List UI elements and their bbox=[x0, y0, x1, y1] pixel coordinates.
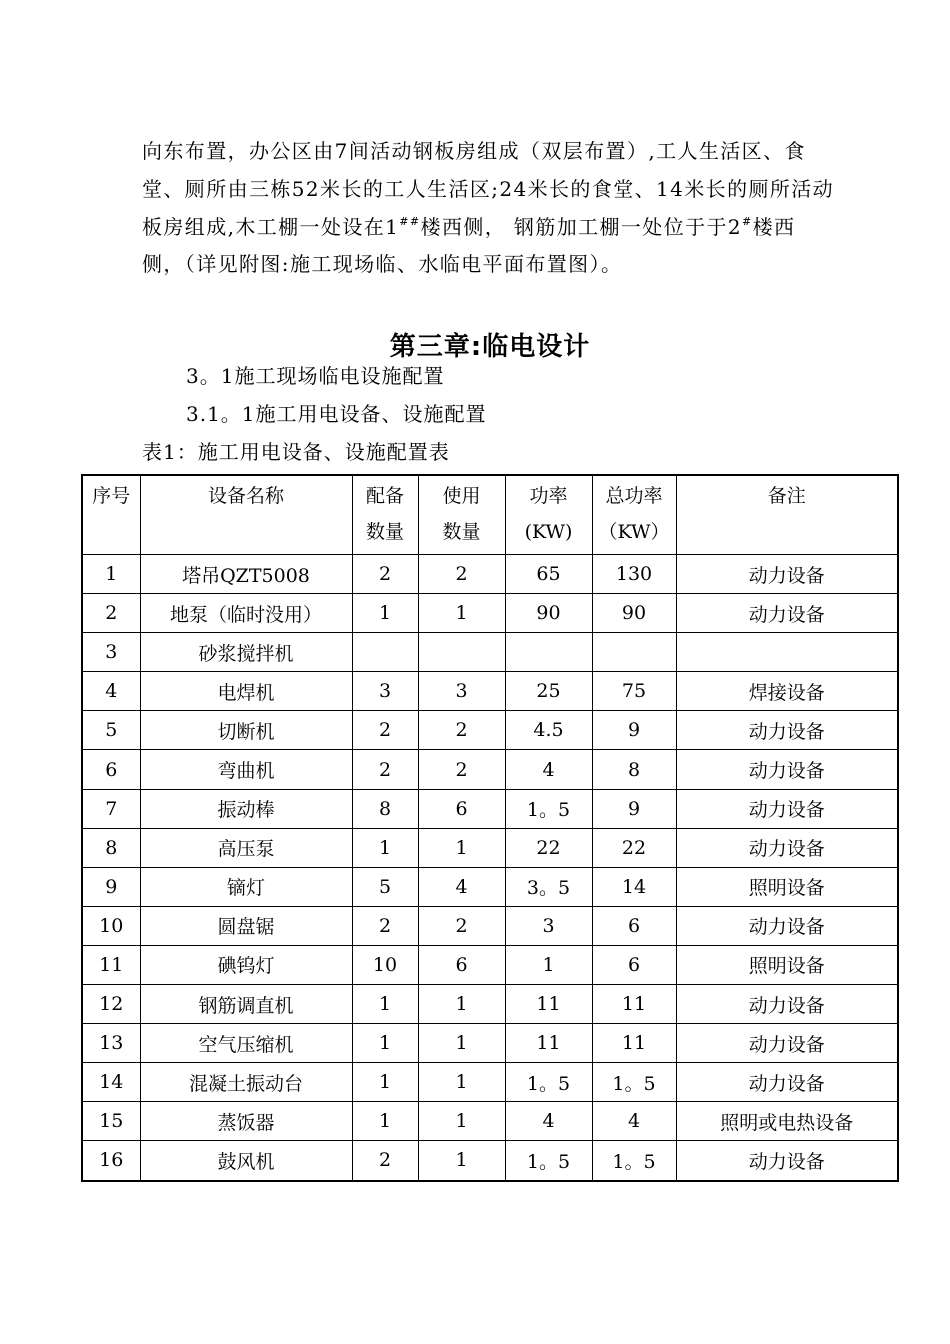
cell-name: 切断机 bbox=[140, 711, 352, 750]
cell-total-power: 4 bbox=[592, 1102, 676, 1141]
cell-name: 振动棒 bbox=[140, 789, 352, 828]
cell-name: 镝灯 bbox=[140, 867, 352, 906]
table-row bbox=[82, 906, 898, 945]
cell-config-qty: 2 bbox=[352, 555, 418, 594]
cell-total-power: 6 bbox=[592, 945, 676, 984]
cell-remark: 动力设备 bbox=[676, 594, 898, 633]
cell-name: 圆盘锯 bbox=[140, 906, 352, 945]
header-use-qty-line2: 数量 bbox=[442, 521, 481, 543]
cell-power: 3 bbox=[505, 906, 592, 945]
cell-remark: 动力设备 bbox=[676, 1141, 898, 1181]
cell-config-qty: 1 bbox=[352, 594, 418, 633]
cell-use-qty: 3 bbox=[418, 672, 505, 711]
cell-remark: 动力设备 bbox=[676, 789, 898, 828]
cell-index: 4 bbox=[82, 672, 140, 711]
cell-total-power: 75 bbox=[592, 672, 676, 711]
intro-text-3: 楼西侧，（详见附图:施工现场临、水临电平面布置图）。 bbox=[142, 214, 796, 277]
cell-index: 16 bbox=[82, 1141, 140, 1181]
cell-remark: 焊接设备 bbox=[676, 672, 898, 711]
cell-config-qty: 2 bbox=[352, 750, 418, 789]
cell-power: 22 bbox=[505, 828, 592, 867]
cell-name: 鼓风机 bbox=[140, 1141, 352, 1181]
table-row bbox=[82, 1102, 898, 1141]
intro-sup-2: # bbox=[409, 214, 421, 228]
cell-config-qty: 10 bbox=[352, 945, 418, 984]
table-row bbox=[82, 594, 898, 633]
cell-name: 高压泵 bbox=[140, 828, 352, 867]
cell-power: 1 bbox=[505, 945, 592, 984]
section-heading-3-1: 3。1施工现场临电设施配置 bbox=[186, 364, 445, 388]
table-row bbox=[82, 1024, 898, 1063]
header-use-qty-line1: 使用 bbox=[442, 485, 481, 507]
section-heading-3-1-1: 3.1。1施工用电设备、设施配置 bbox=[186, 402, 487, 426]
cell-use-qty: 6 bbox=[418, 789, 505, 828]
cell-name: 钢筋调直机 bbox=[140, 985, 352, 1024]
header-power bbox=[505, 475, 592, 555]
cell-config-qty: 8 bbox=[352, 789, 418, 828]
cell-remark: 动力设备 bbox=[676, 555, 898, 594]
cell-total-power: 14 bbox=[592, 867, 676, 906]
cell-name: 地泵（临时没用） bbox=[140, 594, 352, 633]
cell-remark: 动力设备 bbox=[676, 1063, 898, 1102]
cell-power: 25 bbox=[505, 672, 592, 711]
cell-name: 碘钨灯 bbox=[140, 945, 352, 984]
cell-config-qty: 1 bbox=[352, 828, 418, 867]
cell-total-power: 11 bbox=[592, 1024, 676, 1063]
table-row bbox=[82, 867, 898, 906]
table-caption: 表1：施工用电设备、设施配置表 bbox=[142, 440, 450, 464]
cell-remark: 动力设备 bbox=[676, 750, 898, 789]
cell-power: 4 bbox=[505, 750, 592, 789]
cell-use-qty: 1 bbox=[418, 1024, 505, 1063]
table-row bbox=[82, 985, 898, 1024]
cell-index: 11 bbox=[82, 945, 140, 984]
cell-config-qty: 1 bbox=[352, 1102, 418, 1141]
intro-text-1: 向东布置，办公区由7间活动钢板房组成（双层布置）,工人生活区、食堂、厕所由三栋52米长的工人生活区;24米长的食堂、14米长的厕所活动板房组成,木工棚一处设在1 bbox=[142, 139, 835, 239]
header-index: 序号 bbox=[82, 475, 140, 555]
header-power-line1: 功率 bbox=[529, 485, 568, 507]
cell-total-power: 6 bbox=[592, 906, 676, 945]
cell-config-qty: 2 bbox=[352, 906, 418, 945]
cell-use-qty: 2 bbox=[418, 750, 505, 789]
cell-use-qty: 2 bbox=[418, 906, 505, 945]
cell-power: 65 bbox=[505, 555, 592, 594]
cell-power: 3。5 bbox=[505, 867, 592, 906]
cell-use-qty: 1 bbox=[418, 1063, 505, 1102]
cell-index: 7 bbox=[82, 789, 140, 828]
table-row bbox=[82, 672, 898, 711]
cell-use-qty: 6 bbox=[418, 945, 505, 984]
cell-index: 3 bbox=[82, 633, 140, 672]
cell-remark: 动力设备 bbox=[676, 985, 898, 1024]
cell-index: 2 bbox=[82, 594, 140, 633]
cell-remark: 动力设备 bbox=[676, 906, 898, 945]
cell-use-qty: 1 bbox=[418, 1102, 505, 1141]
intro-sup-1: # bbox=[399, 214, 410, 228]
cell-power bbox=[505, 633, 592, 672]
cell-config-qty bbox=[352, 633, 418, 672]
table-row bbox=[82, 828, 898, 867]
cell-remark: 照明设备 bbox=[676, 867, 898, 906]
cell-use-qty: 2 bbox=[418, 711, 505, 750]
cell-config-qty: 2 bbox=[352, 711, 418, 750]
cell-use-qty: 2 bbox=[418, 555, 505, 594]
header-remark: 备注 bbox=[676, 475, 898, 555]
cell-remark: 动力设备 bbox=[676, 711, 898, 750]
cell-index: 12 bbox=[82, 985, 140, 1024]
cell-config-qty: 1 bbox=[352, 1063, 418, 1102]
cell-name: 空气压缩机 bbox=[140, 1024, 352, 1063]
header-power-line2: (KW) bbox=[524, 521, 573, 543]
cell-total-power: 1。5 bbox=[592, 1063, 676, 1102]
cell-total-power: 9 bbox=[592, 711, 676, 750]
cell-remark: 照明或电热设备 bbox=[676, 1102, 898, 1141]
header-config-qty bbox=[352, 475, 418, 555]
table-row bbox=[82, 750, 898, 789]
cell-index: 14 bbox=[82, 1063, 140, 1102]
cell-remark: 照明设备 bbox=[676, 945, 898, 984]
cell-remark: 动力设备 bbox=[676, 1024, 898, 1063]
cell-power: 4.5 bbox=[505, 711, 592, 750]
cell-name: 弯曲机 bbox=[140, 750, 352, 789]
cell-power: 1。5 bbox=[505, 789, 592, 828]
cell-index: 8 bbox=[82, 828, 140, 867]
equipment-table bbox=[81, 474, 899, 1182]
header-config-qty-line2: 数量 bbox=[365, 521, 404, 543]
cell-power: 11 bbox=[505, 1024, 592, 1063]
cell-use-qty: 4 bbox=[418, 867, 505, 906]
header-use-qty bbox=[418, 475, 505, 555]
table-row bbox=[82, 711, 898, 750]
cell-total-power bbox=[592, 633, 676, 672]
cell-name: 蒸饭器 bbox=[140, 1102, 352, 1141]
cell-power: 4 bbox=[505, 1102, 592, 1141]
cell-index: 9 bbox=[82, 867, 140, 906]
cell-index: 13 bbox=[82, 1024, 140, 1063]
cell-total-power: 11 bbox=[592, 985, 676, 1024]
cell-name: 电焊机 bbox=[140, 672, 352, 711]
header-total-power-line1: 总功率 bbox=[605, 485, 663, 507]
chapter-title: 第三章:临电设计 bbox=[389, 332, 591, 362]
table-row bbox=[82, 1063, 898, 1102]
table-row bbox=[82, 945, 898, 984]
header-total-power-line2: （KW） bbox=[598, 521, 670, 543]
cell-config-qty: 2 bbox=[352, 1141, 418, 1181]
cell-index: 10 bbox=[82, 906, 140, 945]
intro-text-2: 楼西侧， 钢筋加工棚一处位于于2 bbox=[420, 214, 743, 239]
cell-total-power: 22 bbox=[592, 828, 676, 867]
cell-use-qty: 1 bbox=[418, 985, 505, 1024]
table-header-row bbox=[82, 475, 898, 555]
cell-power: 90 bbox=[505, 594, 592, 633]
table-row bbox=[82, 555, 898, 594]
cell-name: 砂浆搅拌机 bbox=[140, 633, 352, 672]
cell-index: 1 bbox=[82, 555, 140, 594]
cell-config-qty: 3 bbox=[352, 672, 418, 711]
cell-total-power: 130 bbox=[592, 555, 676, 594]
cell-name: 塔吊QZT5008 bbox=[140, 555, 352, 594]
cell-index: 5 bbox=[82, 711, 140, 750]
header-config-qty-line1: 配备 bbox=[365, 485, 404, 507]
header-name: 设备名称 bbox=[140, 475, 352, 555]
cell-name: 混凝土振动台 bbox=[140, 1063, 352, 1102]
cell-use-qty: 1 bbox=[418, 594, 505, 633]
cell-index: 6 bbox=[82, 750, 140, 789]
cell-index: 15 bbox=[82, 1102, 140, 1141]
cell-use-qty: 1 bbox=[418, 1141, 505, 1181]
table-row bbox=[82, 1141, 898, 1181]
cell-config-qty: 5 bbox=[352, 867, 418, 906]
cell-total-power: 1。5 bbox=[592, 1141, 676, 1181]
cell-remark bbox=[676, 633, 898, 672]
cell-config-qty: 1 bbox=[352, 1024, 418, 1063]
intro-sup-3: # bbox=[742, 214, 753, 228]
cell-power: 11 bbox=[505, 985, 592, 1024]
intro-paragraph bbox=[142, 133, 838, 284]
cell-total-power: 9 bbox=[592, 789, 676, 828]
cell-total-power: 8 bbox=[592, 750, 676, 789]
header-total-power bbox=[592, 475, 676, 555]
cell-config-qty: 1 bbox=[352, 985, 418, 1024]
cell-use-qty: 1 bbox=[418, 828, 505, 867]
table-row bbox=[82, 789, 898, 828]
cell-use-qty bbox=[418, 633, 505, 672]
cell-remark: 动力设备 bbox=[676, 828, 898, 867]
cell-power: 1。5 bbox=[505, 1063, 592, 1102]
table-row bbox=[82, 633, 898, 672]
cell-total-power: 90 bbox=[592, 594, 676, 633]
cell-power: 1。5 bbox=[505, 1141, 592, 1181]
